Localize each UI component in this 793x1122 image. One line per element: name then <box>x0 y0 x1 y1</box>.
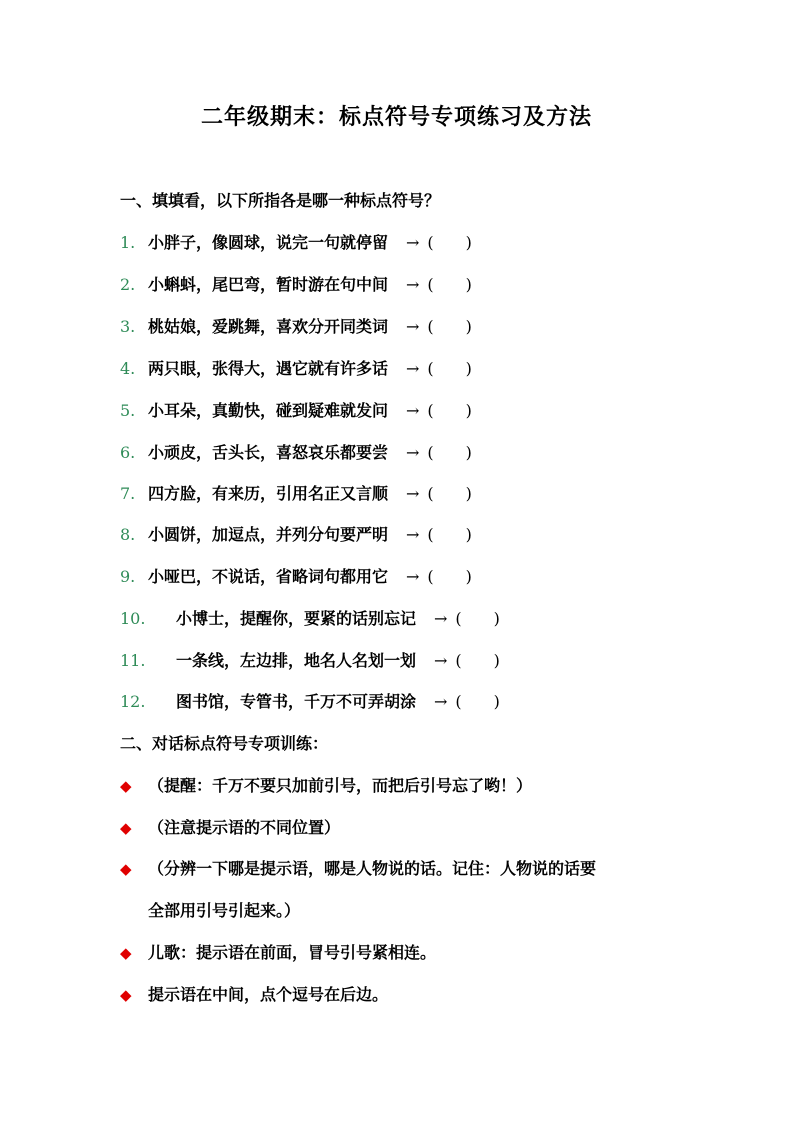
item-text: 小博士，提醒你，要紧的话别忘记 <box>176 609 417 628</box>
item-number: 9. <box>120 567 136 586</box>
item-text: 两只眼，张得大，遇它就有许多话 <box>148 359 389 378</box>
arrow-icon: → <box>406 567 420 586</box>
bullet-text: 儿歌：提示语在前面，冒号引号紧相连。 <box>148 943 437 962</box>
answer-blank: ( ) <box>455 651 500 670</box>
item-text: 一条线，左边排，地名人名划一划 <box>176 651 417 670</box>
arrow-icon: → <box>406 443 420 462</box>
answer-blank: ( ) <box>427 275 472 294</box>
item-number: 7. <box>120 484 136 503</box>
answer-blank: ( ) <box>427 401 472 420</box>
item-number: 3. <box>120 317 136 336</box>
list-item <box>120 314 472 340</box>
item-text: 图书馆，专管书，千万不可弄胡涂 <box>176 692 417 711</box>
bullet-text: 提示语在中间，点个逗号在后边。 <box>148 985 389 1004</box>
bullet-item <box>120 982 388 1005</box>
answer-blank: ( ) <box>427 567 472 586</box>
bullet-item <box>120 940 436 963</box>
list-item <box>120 481 472 507</box>
item-text: 小哑巴，不说话，省略词句都用它 <box>148 567 389 586</box>
section-1-heading: 一、填填看，以下所指各是哪一种标点符号？ <box>120 191 441 210</box>
list-item <box>120 356 472 382</box>
arrow-icon: → <box>434 609 448 628</box>
item-number: 5. <box>120 401 136 420</box>
arrow-icon: → <box>434 651 448 670</box>
answer-blank: ( ) <box>455 609 500 628</box>
answer-blank: ( ) <box>427 359 472 378</box>
diamond-bullet-icon: ◆ <box>120 986 132 1004</box>
answer-blank: ( ) <box>427 233 472 252</box>
arrow-icon: → <box>406 401 420 420</box>
item-number: 2. <box>120 275 136 294</box>
list-item <box>120 606 500 632</box>
item-text: 小胖子，像圆球，说完一句就停留 <box>148 233 389 252</box>
item-number: 6. <box>120 443 136 462</box>
item-number: 8. <box>120 525 136 544</box>
answer-blank: ( ) <box>427 443 472 462</box>
item-number: 12. <box>120 692 146 711</box>
arrow-icon: → <box>406 359 420 378</box>
bullet-text: （注意提示语的不同位置） <box>148 818 341 837</box>
answer-blank: ( ) <box>427 317 472 336</box>
bullet-item <box>120 815 340 838</box>
arrow-icon: → <box>406 317 420 336</box>
item-text: 小耳朵，真勤快，碰到疑难就发问 <box>148 401 389 420</box>
list-item <box>120 272 472 298</box>
arrow-icon: → <box>406 525 420 544</box>
page-title: 二年级期末：标点符号专项练习及方法 <box>200 104 592 130</box>
item-number: 10. <box>120 609 146 628</box>
list-item <box>120 398 472 424</box>
diamond-bullet-icon: ◆ <box>120 860 132 878</box>
arrow-icon: → <box>406 233 420 252</box>
diamond-bullet-icon: ◆ <box>120 777 132 795</box>
answer-blank: ( ) <box>455 692 500 711</box>
list-item <box>120 522 472 548</box>
section-2-heading: 二、对话标点符号专项训练： <box>120 734 329 753</box>
item-text: 桃姑娘，爱跳舞，喜欢分开同类词 <box>148 317 389 336</box>
bullet-text: （提醒：千万不要只加前引号，而把后引号忘了哟！） <box>148 776 533 795</box>
diamond-bullet-icon: ◆ <box>120 944 132 962</box>
item-text: 小圆饼，加逗点，并列分句要严明 <box>148 525 389 544</box>
item-text: 小顽皮，舌头长，喜怒哀乐都要尝 <box>148 443 389 462</box>
diamond-bullet-icon: ◆ <box>120 819 132 837</box>
bullet-text-continuation: 全部用引号引起来。） <box>148 901 301 920</box>
bullet-text: （分辨一下哪是提示语，哪是人物说的话。记住：人物说的话要 <box>148 859 597 878</box>
arrow-icon: → <box>434 692 448 711</box>
bullet-item <box>120 856 596 879</box>
answer-blank: ( ) <box>427 484 472 503</box>
item-text: 四方脸，有来历，引用名正又言顺 <box>148 484 389 503</box>
bullet-item <box>120 773 532 796</box>
list-item <box>120 230 472 256</box>
list-item <box>120 648 500 674</box>
answer-blank: ( ) <box>427 525 472 544</box>
arrow-icon: → <box>406 484 420 503</box>
item-text: 小蝌蚪，尾巴弯，暂时游在句中间 <box>148 275 389 294</box>
item-number: 1. <box>120 233 136 252</box>
item-number: 11. <box>120 651 146 670</box>
list-item <box>120 440 472 466</box>
list-item <box>120 564 472 590</box>
arrow-icon: → <box>406 275 420 294</box>
list-item <box>120 689 500 715</box>
item-number: 4. <box>120 359 136 378</box>
